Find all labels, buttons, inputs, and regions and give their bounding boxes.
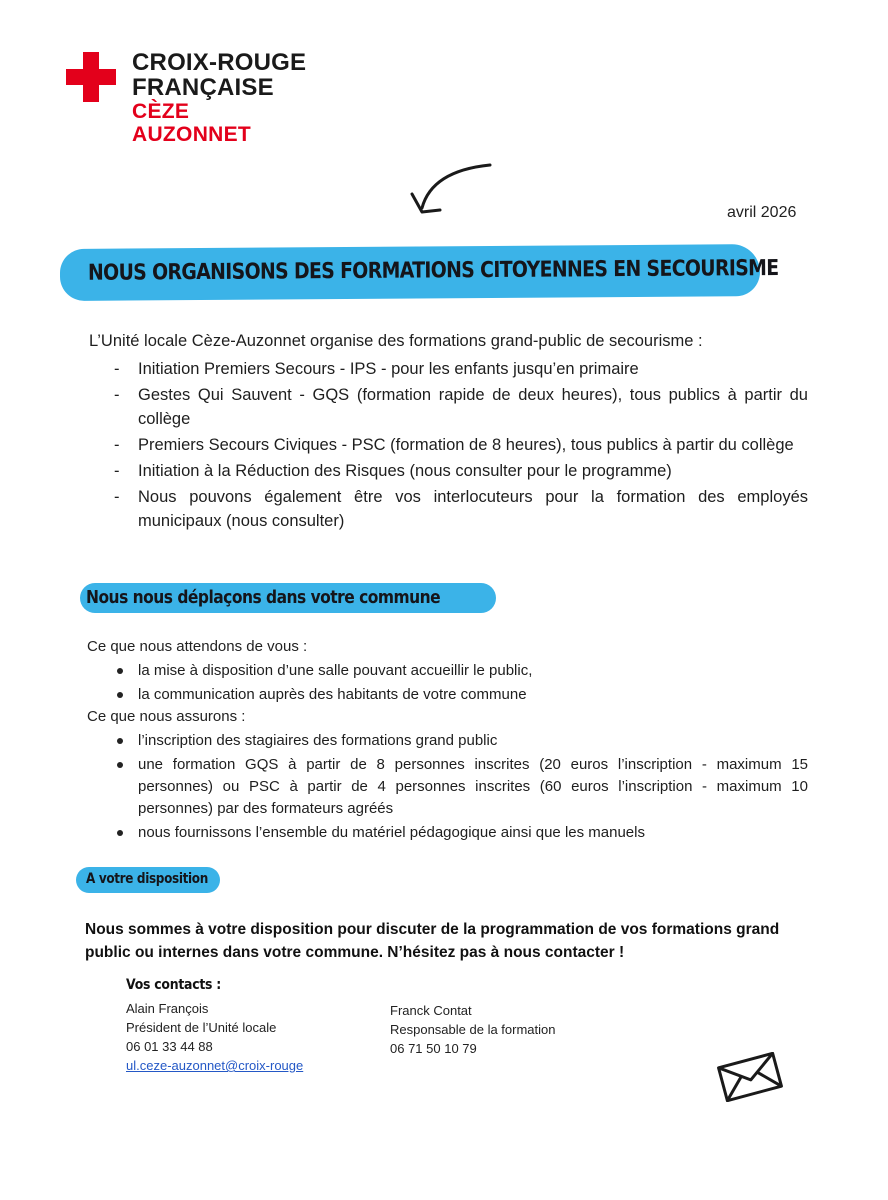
list-item: la mise à disposition d’une salle pouvant accueillir le public, [112,660,608,682]
logo-unit-line-2: AUZONNET [132,123,252,146]
logo-unit-line-1: CÈZE [132,100,190,123]
list-item: - Initiation à la Réduction des Risques (nous consulter pour le programme) [112,459,808,483]
list-item: - Premiers Secours Civiques - PSC (formation de 8 heures), tous publics à partir du collège [112,433,808,457]
contact-role: Responsable de la formation [390,1022,556,1037]
contact-name: Alain François [126,1001,209,1016]
expect-intro: Ce que nous attendons de vous : [87,638,308,655]
commune-banner [80,583,496,613]
contact-phone: 06 01 33 44 88 [126,1039,213,1054]
list-item: - Nous pouvons également être vos interlocuteurs pour la formation des employés municipaux (nous consulter) [112,485,808,533]
list-item: une formation GQS à partir de 8 personnes inscrites (20 euros l’inscription - maximum 15 personnes) ou PSC à partir de 4 personnes inscrites (60 euros l’inscription - maximum 10 personnes) par des formateurs agréés [112,754,808,820]
red-cross-icon [66,52,116,102]
assure-intro: Ce que nous assurons : [87,708,246,725]
logo-org-line-2: FRANÇAISE [132,74,274,101]
list-item: la communication auprès des habitants de votre commune [112,684,608,706]
contact-name: Franck Contat [390,1003,472,1018]
contact-role: Président de l’Unité locale [126,1020,277,1035]
call-to-action: Nous sommes à votre disposition pour discuter de la programmation de vos formations grand public ou internes dans votre commune. N’hésitez pas à nous contacter ! [85,921,780,961]
disposition-heading: A votre disposition [86,871,208,887]
commune-heading: Nous nous déplaçons dans votre commune [86,587,441,608]
assure-list [112,730,808,846]
list-item: nous fournissons l’ensemble du matériel pédagogique ainsi que les manuels [112,822,808,844]
formations-list [112,357,808,535]
contacts-title: Vos contacts : [126,977,222,993]
envelope-icon [716,1052,784,1102]
logo-org-line-1: CROIX-ROUGE [132,49,307,76]
contact-card-training [390,1001,556,1058]
contact-email-link[interactable]: ul.ceze-auzonnet@croix-rouge [126,1058,304,1073]
list-item: - Gestes Qui Sauvent - GQS (formation rapide de deux heures), tous publics à partir du collège [112,383,808,431]
contact-phone: 06 71 50 10 79 [390,1041,477,1056]
expect-list [112,660,608,708]
logo-text [132,50,306,146]
document-date: avril 2026 [727,204,797,221]
intro-text: L’Unité locale Cèze-Auzonnet organise des formations grand-public de secourisme : [89,332,703,350]
curved-arrow-icon [408,160,498,228]
main-title: NOUS ORGANISONS DES FORMATIONS CITOYENNES EN SECOURISME [87,255,779,286]
main-title-banner [60,244,779,301]
list-item: - Initiation Premiers Secours - IPS - pour les enfants jusqu’en primaire [112,357,808,381]
contact-card-president [126,999,303,1075]
list-item: l’inscription des stagiaires des formations grand public [112,730,808,752]
disposition-banner [76,867,220,893]
